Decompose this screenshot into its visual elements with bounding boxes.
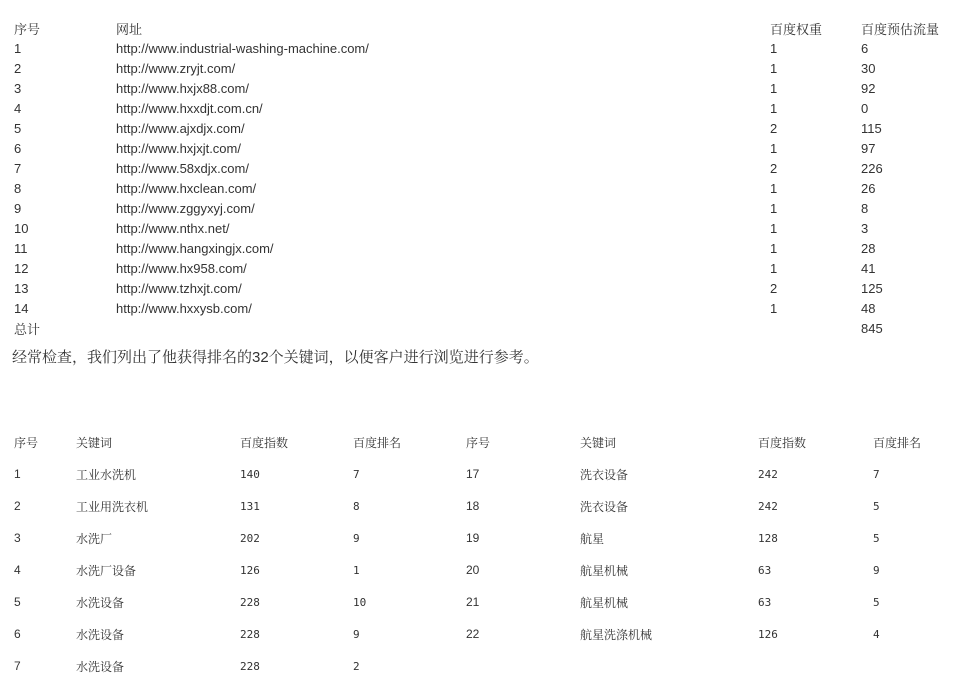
table-row (14, 650, 953, 682)
url-cell: http://www.hxjx88.com/ (116, 80, 249, 96)
table-cell: 1 (353, 563, 360, 577)
header-cell: 网址 (116, 21, 143, 37)
url-cell: http://www.zggyxyj.com/ (116, 200, 255, 216)
table-row (14, 218, 951, 238)
table-cell: 41 (861, 260, 876, 276)
table-cell: 1 (770, 100, 778, 116)
table-cell: 1 (14, 40, 22, 56)
url-cell: http://www.nthx.net/ (116, 220, 230, 236)
keyword-cell: 航星 (580, 531, 605, 546)
table-row (14, 554, 953, 586)
table-cell: 4 (873, 627, 880, 641)
keyword-cell: 水洗设备 (76, 627, 125, 642)
table-cell: 2 (353, 659, 360, 673)
table-cell: 1 (770, 200, 778, 216)
table-cell: 0 (861, 100, 869, 116)
traffic-table-body (14, 18, 951, 338)
table-cell: 242 (758, 499, 778, 513)
keyword-table (14, 426, 953, 682)
table-cell: 10 (353, 595, 367, 609)
keyword-cell: 洗衣设备 (580, 467, 629, 482)
table-cell: 126 (758, 627, 778, 641)
table-row (14, 78, 951, 98)
table-cell: 6 (14, 140, 22, 156)
header-cell: 序号 (14, 435, 39, 450)
table-cell: 63 (758, 595, 772, 609)
keyword-cell: 水洗设备 (76, 659, 125, 674)
table-cell: 13 (14, 280, 29, 296)
keyword-cell (580, 650, 758, 682)
table-cell (758, 650, 873, 682)
table-cell: 228 (240, 595, 260, 609)
total-value: 845 (861, 320, 883, 336)
table-cell (466, 650, 580, 682)
table-cell: 8 (353, 499, 360, 513)
header-cell: 百度预估流量 (861, 21, 940, 37)
table-row (14, 490, 953, 522)
table-cell: 1 (770, 80, 778, 96)
table-cell: 228 (240, 627, 260, 641)
header-cell: 百度排名 (353, 435, 402, 450)
empty-cell (116, 318, 770, 338)
table-cell: 17 (466, 467, 480, 481)
table-row (14, 58, 951, 78)
total-row (14, 318, 951, 338)
table-cell: 8 (861, 200, 869, 216)
table-cell: 1 (770, 220, 778, 236)
empty-cell (770, 318, 861, 338)
header-cell: 序号 (466, 435, 491, 450)
table-cell: 7 (873, 467, 880, 481)
table-cell: 14 (14, 300, 29, 316)
table-cell: 11 (14, 240, 28, 256)
table-cell: 3 (14, 531, 21, 545)
keyword-cell: 工业水洗机 (76, 467, 137, 482)
table-cell: 9 (14, 200, 22, 216)
table-cell: 48 (861, 300, 876, 316)
table-row (14, 298, 951, 318)
header-cell: 百度指数 (240, 435, 289, 450)
table-cell: 2 (770, 120, 778, 136)
header-cell: 百度权重 (770, 21, 823, 37)
table-cell: 9 (873, 563, 880, 577)
keyword-cell: 航星机械 (580, 595, 629, 610)
table-cell: 97 (861, 140, 876, 156)
url-cell: http://www.hx958.com/ (116, 260, 247, 276)
table-cell: 1 (770, 40, 778, 56)
table-cell: 4 (14, 563, 21, 577)
table-cell: 21 (466, 595, 480, 609)
table-cell: 3 (861, 220, 869, 236)
table-row (14, 158, 951, 178)
header-cell: 百度指数 (758, 435, 807, 450)
table-cell: 5 (14, 120, 22, 136)
url-cell: http://www.hxclean.com/ (116, 180, 257, 196)
keyword-cell: 航星洗涤机械 (580, 627, 653, 642)
table-cell: 20 (466, 563, 480, 577)
total-label: 总计 (14, 321, 41, 337)
url-cell: http://www.58xdjx.com/ (116, 160, 249, 176)
keyword-cell: 工业用洗衣机 (76, 499, 149, 514)
table-cell: 2 (14, 60, 22, 76)
table-cell: 1 (770, 140, 778, 156)
table-cell: 6 (14, 627, 21, 641)
table-cell: 1 (14, 467, 21, 481)
url-cell: http://www.hxxdjt.com.cn/ (116, 100, 263, 116)
table-cell: 6 (861, 40, 869, 56)
keyword-cell: 水洗厂设备 (76, 563, 137, 578)
url-cell: http://www.tzhxjt.com/ (116, 280, 242, 296)
table-cell: 7 (14, 160, 22, 176)
table-cell: 1 (770, 60, 778, 76)
traffic-header-row (14, 18, 951, 38)
table-cell: 3 (14, 80, 22, 96)
table-cell: 18 (466, 499, 480, 513)
table-cell: 8 (14, 180, 22, 196)
table-row (14, 178, 951, 198)
table-cell: 28 (861, 240, 876, 256)
url-cell: http://www.ajxdjx.com/ (116, 120, 245, 136)
table-cell: 115 (861, 120, 882, 136)
table-cell: 19 (466, 531, 480, 545)
table-cell: 5 (873, 499, 880, 513)
table-cell: 7 (353, 467, 360, 481)
table-row (14, 198, 951, 218)
table-cell: 63 (758, 563, 772, 577)
keyword-cell: 洗衣设备 (580, 499, 629, 514)
table-cell: 140 (240, 467, 260, 481)
table-cell: 92 (861, 80, 876, 96)
table-row (14, 278, 951, 298)
table-cell: 30 (861, 60, 876, 76)
keyword-table-body (14, 426, 953, 682)
table-cell: 131 (240, 499, 260, 513)
header-cell: 关键词 (76, 435, 113, 450)
table-cell: 4 (14, 100, 22, 116)
table-cell: 12 (14, 260, 29, 276)
table-cell (873, 650, 953, 682)
table-cell: 22 (466, 627, 480, 641)
table-row (14, 522, 953, 554)
table-row (14, 458, 953, 490)
table-cell: 2 (14, 499, 21, 513)
traffic-table (14, 18, 951, 338)
table-cell: 9 (353, 531, 360, 545)
table-cell: 1 (770, 240, 778, 256)
table-cell: 9 (353, 627, 360, 641)
keyword-cell: 航星机械 (580, 563, 629, 578)
table-cell: 5 (873, 595, 880, 609)
url-cell: http://www.hxxysb.com/ (116, 300, 252, 316)
table-cell: 5 (14, 595, 21, 609)
table-cell: 7 (14, 659, 21, 673)
table-row (14, 138, 951, 158)
table-cell: 228 (240, 659, 260, 673)
keyword-cell: 水洗设备 (76, 595, 125, 610)
table-row (14, 118, 951, 138)
table-cell: 10 (14, 220, 29, 236)
keyword-note: 经常检查，我们列出了他获得排名的32个关键词，以便客户进行浏览进行参考。 (12, 349, 539, 366)
header-cell: 序号 (14, 21, 41, 37)
url-cell: http://www.industrial-washing-machine.com/ (116, 40, 369, 56)
keyword-header-row (14, 426, 953, 458)
table-row (14, 38, 951, 58)
table-row (14, 98, 951, 118)
url-cell: http://www.hxjxjt.com/ (116, 140, 241, 156)
table-cell: 2 (770, 160, 778, 176)
table-row (14, 586, 953, 618)
table-row (14, 258, 951, 278)
table-cell: 5 (873, 531, 880, 545)
table-cell: 1 (770, 300, 778, 316)
table-cell: 2 (770, 280, 778, 296)
table-cell: 226 (861, 160, 883, 176)
header-cell: 百度排名 (873, 435, 922, 450)
table-cell: 1 (770, 180, 778, 196)
table-cell: 126 (240, 563, 260, 577)
keyword-cell: 水洗厂 (76, 531, 113, 546)
url-cell: http://www.hangxingjx.com/ (116, 240, 274, 256)
header-cell: 关键词 (580, 435, 617, 450)
table-row (14, 618, 953, 650)
table-cell: 202 (240, 531, 260, 545)
table-cell: 26 (861, 180, 876, 196)
table-cell: 125 (861, 280, 883, 296)
url-cell: http://www.zryjt.com/ (116, 60, 236, 76)
table-cell: 1 (770, 260, 778, 276)
table-cell: 128 (758, 531, 778, 545)
table-row (14, 238, 951, 258)
table-cell: 242 (758, 467, 778, 481)
